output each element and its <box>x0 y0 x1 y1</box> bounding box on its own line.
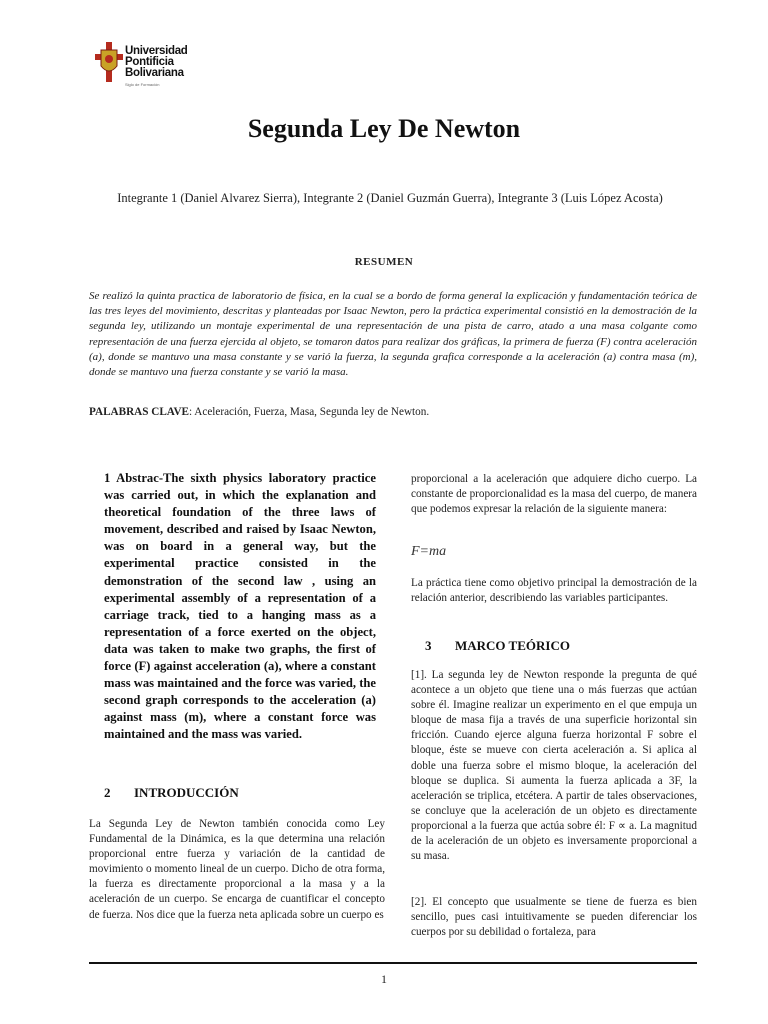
column-2-objective: La práctica tiene como objetivo principal la demostración de la relación anterior, describiendo las variables participantes. <box>411 577 697 605</box>
column-2-intro: proporcional a la aceleración que adquiere dicho cuerpo. La constante de proporcionalidad es la masa del cuerpo, de manera que podemos expresar la relación de la siguiente manera: <box>411 473 697 516</box>
section-2-heading <box>104 785 239 801</box>
section-2-number: 2 <box>104 785 111 800</box>
logo-line-3: Bolivariana <box>125 67 184 79</box>
keywords <box>89 406 697 418</box>
university-seal-icon <box>95 42 123 82</box>
keywords-text: : Aceleración, Fuerza, Masa, Segunda ley de Newton. <box>188 406 430 418</box>
authors: Integrante 1 (Daniel Alvarez Sierra), Integrante 2 (Daniel Guzmán Guerra), Integrante 3 (Luis López Acosta) <box>117 191 663 205</box>
section-3-title: MARCO TEÓRICO <box>455 638 570 653</box>
resumen-text: Se realizó la quinta practica de laboratorio de física, en la cual se a bordo de forma general la explicación y fundamentación teórica de las tres leyes del movimiento, descritas y planteadas por Isaac Newton, pero la práctica experimental consistió en la demostración de la segunda ley, utilizando un montaje experimental de una representación de una pista de carro, atado a una masa colgante como representación de una fuerza ejercida al objeto, se tomaron datos para realizar dos gráficas, la primera de fuerza (F) contra aceleración (a), donde se mantuvo una masa constante y se varió la fuerza, la segunda grafica corresponde a la aceleración (a) contra masa (m), donde se mantuvo una fuerza constante y se varió la masa. <box>89 290 697 379</box>
university-logo <box>92 40 202 96</box>
section-3-paragraph-1: [1]. La segunda ley de Newton responde la pregunta de qué acontece a un objeto que tiene una o más fuerzas que actúan sobre él. Imagine realizar un experimento en el que empuja un bloque de masa fija a través de una superficie horizontal sin fricción. Cuando ejerce alguna fuerza horizontal F sobre el bloque, éste se mueve con cierta aceleración a. Si aplica al doble una fuerza sobre el mismo bloque, la aceleración del bloque se duplica. Si aumenta la fuerza aplicada a 3F, la aceleración se triplica, etcétera. A partir de tales observaciones, se concluye que la aceleración de un objeto es directamente proporcional a la fuerza que actúa sobre él: F ∝ a. La magnitud de la aceleración de un objeto es inversamente proporcional a su masa. <box>411 669 697 863</box>
section-2-title: INTRODUCCIÓN <box>134 785 239 800</box>
section-2-text: La Segunda Ley de Newton también conocida como Ley Fundamental de la Dinámica, es la que determina una relación proporcional entre fuerza y variación de la cantidad de movimiento o momento lineal de un cuerpo. Dicho de otra forma, la fuerza es directamente proporcional a la masa y a la aceleración de un cuerpo. Se encarga de cuantificar el concepto de fuerza. Nos dice que la fuerza neta aplicada sobre un cuerpo es <box>89 818 385 921</box>
resumen-heading: RESUMEN <box>354 256 414 268</box>
paper-title: Segunda Ley De Newton <box>247 114 521 143</box>
logo-line-1: Universidad <box>125 45 188 57</box>
logo-line-2: Pontificia <box>125 56 174 68</box>
keywords-label: PALABRAS CLAVE <box>89 406 189 418</box>
english-abstract: 1 Abstrac-The sixth physics laboratory practice was carried out, in which the explanation and theoretical foundation of the three laws of movement, described and raised by Isaac Newton, was on board in a general way, but the experimental practice consisted in the demonstration of the second law , using an experimental assembly of a representation of a carriage track, tied to a hanging mass as a representation of a force exerted on the object, data was taken to make two graphs, the first of force (F) against acceleration (a), where a constant mass was maintained and the force was varied, the second graph corresponds to the acceleration (a) against mass (m), where a constant force was maintained and the mass was varied. <box>104 471 376 742</box>
section-3-heading <box>425 638 570 654</box>
logo-tagline: Siglo de Formación <box>125 82 160 87</box>
footer-rule <box>89 962 697 964</box>
formula: F=ma <box>411 544 447 559</box>
page-number: 1 <box>381 972 387 986</box>
university-name <box>125 46 188 79</box>
section-3-paragraph-2: [2]. El concepto que usualmente se tiene de fuerza es bien sencillo, pues casi intuitivamente se pueden diferenciar los cuerpos por su debilidad o fortaleza, para <box>411 896 697 939</box>
section-3-number: 3 <box>425 638 432 653</box>
